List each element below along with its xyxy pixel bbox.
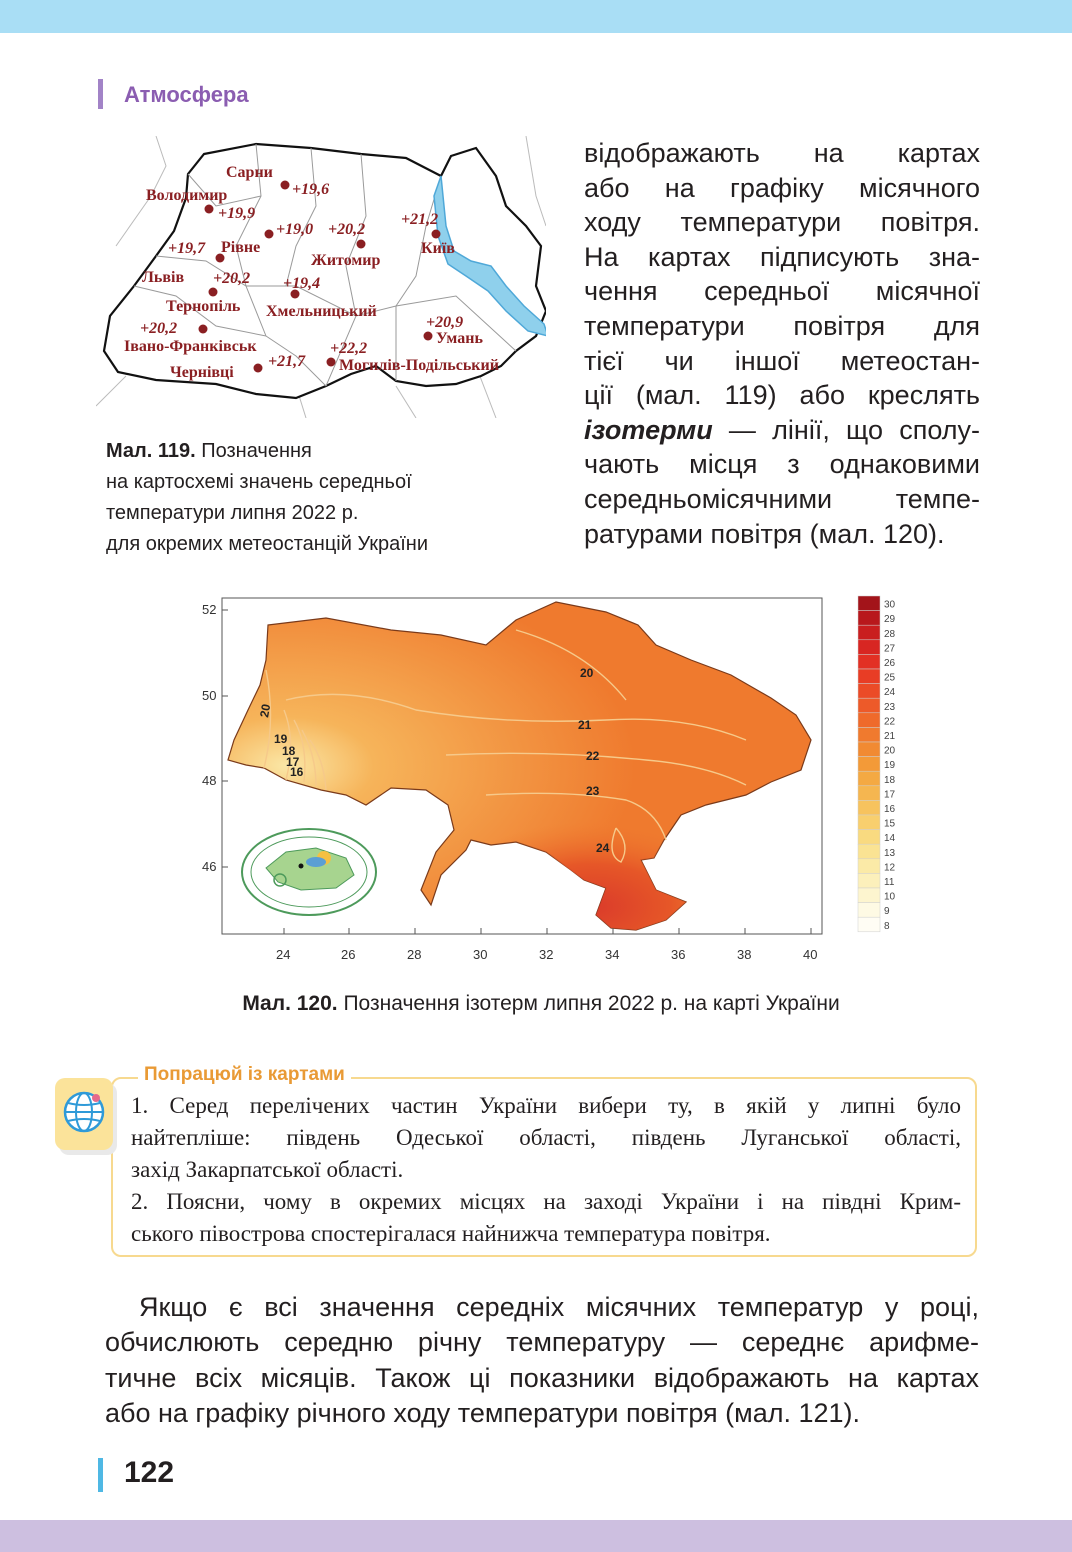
isotherm-label: 16 xyxy=(290,765,304,779)
station-value-label: +19,6 xyxy=(292,181,330,198)
station-value-label: +19,9 xyxy=(218,205,256,222)
legend-label: 24 xyxy=(884,687,896,699)
station-dot-rivne xyxy=(265,230,274,239)
legend-label: 11 xyxy=(884,877,895,888)
text-line: ратурами повітря (мал. 120). xyxy=(584,518,945,549)
legend-swatch xyxy=(858,727,880,742)
lon-tick: 24 xyxy=(276,947,291,962)
station-dot-sarny xyxy=(281,181,290,190)
legend-label: 22 xyxy=(884,716,896,728)
page-number-marker xyxy=(98,1458,103,1492)
legend-swatch xyxy=(858,698,880,713)
text-line: відображають на картах xyxy=(584,138,980,168)
station-dot-kyiv xyxy=(432,230,441,239)
section-marker xyxy=(98,79,103,109)
legend-label: 17 xyxy=(884,789,896,801)
station-value-label: +20,9 xyxy=(426,314,464,331)
lat-tick: 46 xyxy=(202,859,217,874)
paragraph-line: Якщо є всі значення середніх місячних температур у році, xyxy=(139,1292,979,1322)
legend-swatch xyxy=(858,757,880,772)
station-value-label: +22,2 xyxy=(330,340,368,357)
legend-label: 28 xyxy=(884,628,896,640)
task-line: захід Закарпатської області. xyxy=(131,1157,404,1182)
legend-label: 9 xyxy=(884,906,890,918)
text-line: середньомісячними темпе- xyxy=(584,483,980,514)
lon-tick: 36 xyxy=(671,947,686,962)
isotherm-label: 20 xyxy=(257,702,274,719)
page-number: 122 xyxy=(124,1456,175,1489)
text-line: тієї чи іншої метеостан- xyxy=(584,345,980,376)
station-dot-chernivtsi xyxy=(254,364,263,373)
top-color-band xyxy=(0,0,1072,33)
task-title: Попрацюй із картами xyxy=(138,1064,351,1086)
key-term: ізотерми xyxy=(584,414,713,445)
legend-swatch xyxy=(858,815,880,830)
caption-line: на картосхемі значень середньої xyxy=(106,471,412,493)
station-city-label: Володимир xyxy=(146,187,228,204)
legend-label: 10 xyxy=(884,891,896,903)
legend-label: 19 xyxy=(884,760,896,772)
legend-swatch xyxy=(858,844,880,859)
task-line: найтепліше: південь Одеської області, південь Луганської області, xyxy=(131,1125,961,1150)
legend-label: 14 xyxy=(884,833,896,845)
legend-label: 20 xyxy=(884,745,896,757)
paragraph-line: тичне всіх місяців. Також ці показники відображають на картах xyxy=(105,1362,979,1393)
text-line: температури повітря для xyxy=(584,310,980,341)
figure-119-caption xyxy=(106,436,536,560)
task-line: 1. Серед перелічених частин України вибери ту, в якій у липні було xyxy=(131,1093,961,1118)
station-city-label: Чернівці xyxy=(170,364,234,381)
legend-swatch xyxy=(858,625,880,640)
station-map-svg xyxy=(96,136,546,418)
legend-label: 12 xyxy=(884,862,896,874)
isotherm-label: 21 xyxy=(578,718,592,732)
legend-swatch xyxy=(858,654,880,669)
legend-swatch xyxy=(858,888,880,903)
station-city-label: Тернопіль xyxy=(166,298,241,315)
paragraph-line: обчислюють середню річну температуру — середнє арифме- xyxy=(105,1327,979,1358)
legend-swatch xyxy=(858,859,880,874)
isotherm-label: 19 xyxy=(274,732,288,746)
legend-swatch xyxy=(858,830,880,845)
legend-label: 15 xyxy=(884,818,896,830)
text-line-with-term xyxy=(584,413,980,448)
body-text-column xyxy=(584,136,980,551)
isotherm-label: 23 xyxy=(586,784,600,798)
task-line: ського півострова спостерігалася найнижча температура повітря. xyxy=(131,1221,771,1246)
legend-label: 30 xyxy=(884,599,896,611)
lat-tick: 50 xyxy=(202,688,217,703)
legend-label: 13 xyxy=(884,847,896,859)
station-city-label: Львів xyxy=(142,269,185,286)
caption-line: для окремих метеостанцій України xyxy=(106,533,429,555)
isotherm-map-svg xyxy=(186,590,906,972)
station-dot-zhytomyr xyxy=(357,240,366,249)
lon-tick: 28 xyxy=(407,947,422,962)
legend-swatch xyxy=(858,713,880,728)
isotherm-label: 22 xyxy=(586,749,600,763)
text-line: чення середньої місячної xyxy=(584,276,980,307)
legend-label: 18 xyxy=(884,774,896,786)
station-value-label: +20,2 xyxy=(213,270,251,287)
legend-swatch xyxy=(858,873,880,888)
text-line: або на графіку місячного xyxy=(584,172,980,203)
station-dot-ternopil xyxy=(209,288,218,297)
station-value-label: +19,0 xyxy=(276,221,314,238)
lon-tick: 38 xyxy=(737,947,752,962)
legend-label: 25 xyxy=(884,672,896,684)
legend-swatch xyxy=(858,669,880,684)
task-icon-badge xyxy=(55,1078,113,1150)
lon-tick: 30 xyxy=(473,947,488,962)
globe-icon xyxy=(62,1090,106,1134)
legend-swatch xyxy=(858,742,880,757)
station-city-label: Могилів-Подільський xyxy=(339,357,499,374)
legend-swatch xyxy=(858,596,880,611)
legend-label: 29 xyxy=(884,614,896,626)
station-city-label: Хмельницький xyxy=(266,303,377,320)
lon-tick: 40 xyxy=(803,947,818,962)
text-line: чають місця з однаковими xyxy=(584,449,980,480)
station-dot-uman xyxy=(424,332,433,341)
station-value-label: +19,7 xyxy=(168,240,206,257)
isotherm-map xyxy=(186,590,906,972)
paragraph-line: або на графіку річного ходу температури повітря (мал. 121). xyxy=(105,1397,861,1428)
caption-label: Мал. 120. xyxy=(242,992,338,1015)
caption-text: Позначення ізотерм липня 2022 р. на карті України xyxy=(337,992,840,1015)
legend-swatch xyxy=(858,611,880,626)
isotherm-label: 18 xyxy=(282,744,296,758)
bottom-color-band xyxy=(0,1520,1072,1552)
station-city-label: Сарни xyxy=(226,164,273,181)
lon-tick: 32 xyxy=(539,947,554,962)
station-value-label: +20,2 xyxy=(328,221,366,238)
legend-swatch xyxy=(858,903,880,918)
figure-120-caption xyxy=(0,992,1072,1016)
station-dot-ivano-frankivsk xyxy=(199,325,208,334)
legend-label: 21 xyxy=(884,731,896,742)
legend-swatch xyxy=(858,786,880,801)
lon-tick: 34 xyxy=(605,947,620,962)
caption-line: температури липня 2022 р. xyxy=(106,502,359,524)
station-value-label: +19,4 xyxy=(283,275,321,292)
legend-label: 27 xyxy=(884,643,896,655)
color-legend xyxy=(858,596,896,932)
station-city-label: Рівне xyxy=(221,239,261,256)
lat-tick: 52 xyxy=(202,602,217,617)
legend-swatch xyxy=(858,800,880,815)
text-line: На картах підписують зна- xyxy=(584,241,980,272)
bottom-paragraph xyxy=(105,1290,979,1431)
term-definition: — лінії, що сполу- xyxy=(712,414,980,445)
legend-label: 8 xyxy=(884,920,890,932)
text-line: ходу температури повітря. xyxy=(584,207,980,238)
station-city-label: Умань xyxy=(436,330,483,347)
station-value-label: +21,7 xyxy=(268,353,306,370)
isotherm-label: 24 xyxy=(596,841,610,855)
station-value-label: +21,2 xyxy=(401,211,439,228)
isotherm-label: 17 xyxy=(286,755,300,769)
caption-label: Мал. 119. xyxy=(106,440,196,462)
legend-swatch xyxy=(858,917,880,932)
section-title: Атмосфера xyxy=(124,82,249,107)
legend-label: 16 xyxy=(884,804,896,815)
station-dot-mohyliv xyxy=(327,358,336,367)
legend-swatch xyxy=(858,771,880,786)
station-city-label: Житомир xyxy=(311,252,381,269)
station-map xyxy=(96,136,546,418)
station-dot-volodymyr xyxy=(205,205,214,214)
station-city-label: Івано-Франківськ xyxy=(124,338,257,355)
text-line: ції (мал. 119) або креслять xyxy=(584,380,980,411)
task-line: 2. Поясни, чому в окремих місцях на заході України і на півдні Крим- xyxy=(131,1189,961,1214)
legend-swatch xyxy=(858,640,880,655)
legend-swatch xyxy=(858,684,880,699)
observatory-logo xyxy=(242,829,376,915)
isotherm-label: 20 xyxy=(580,666,594,680)
legend-label: 26 xyxy=(884,658,896,669)
caption-line: Позначення xyxy=(201,440,312,462)
station-value-label: +20,2 xyxy=(140,320,178,337)
task-text xyxy=(131,1090,961,1250)
legend-label: 23 xyxy=(884,701,896,713)
lon-tick: 26 xyxy=(341,947,356,962)
lat-tick: 48 xyxy=(202,773,217,788)
station-city-label: Київ xyxy=(421,240,455,257)
